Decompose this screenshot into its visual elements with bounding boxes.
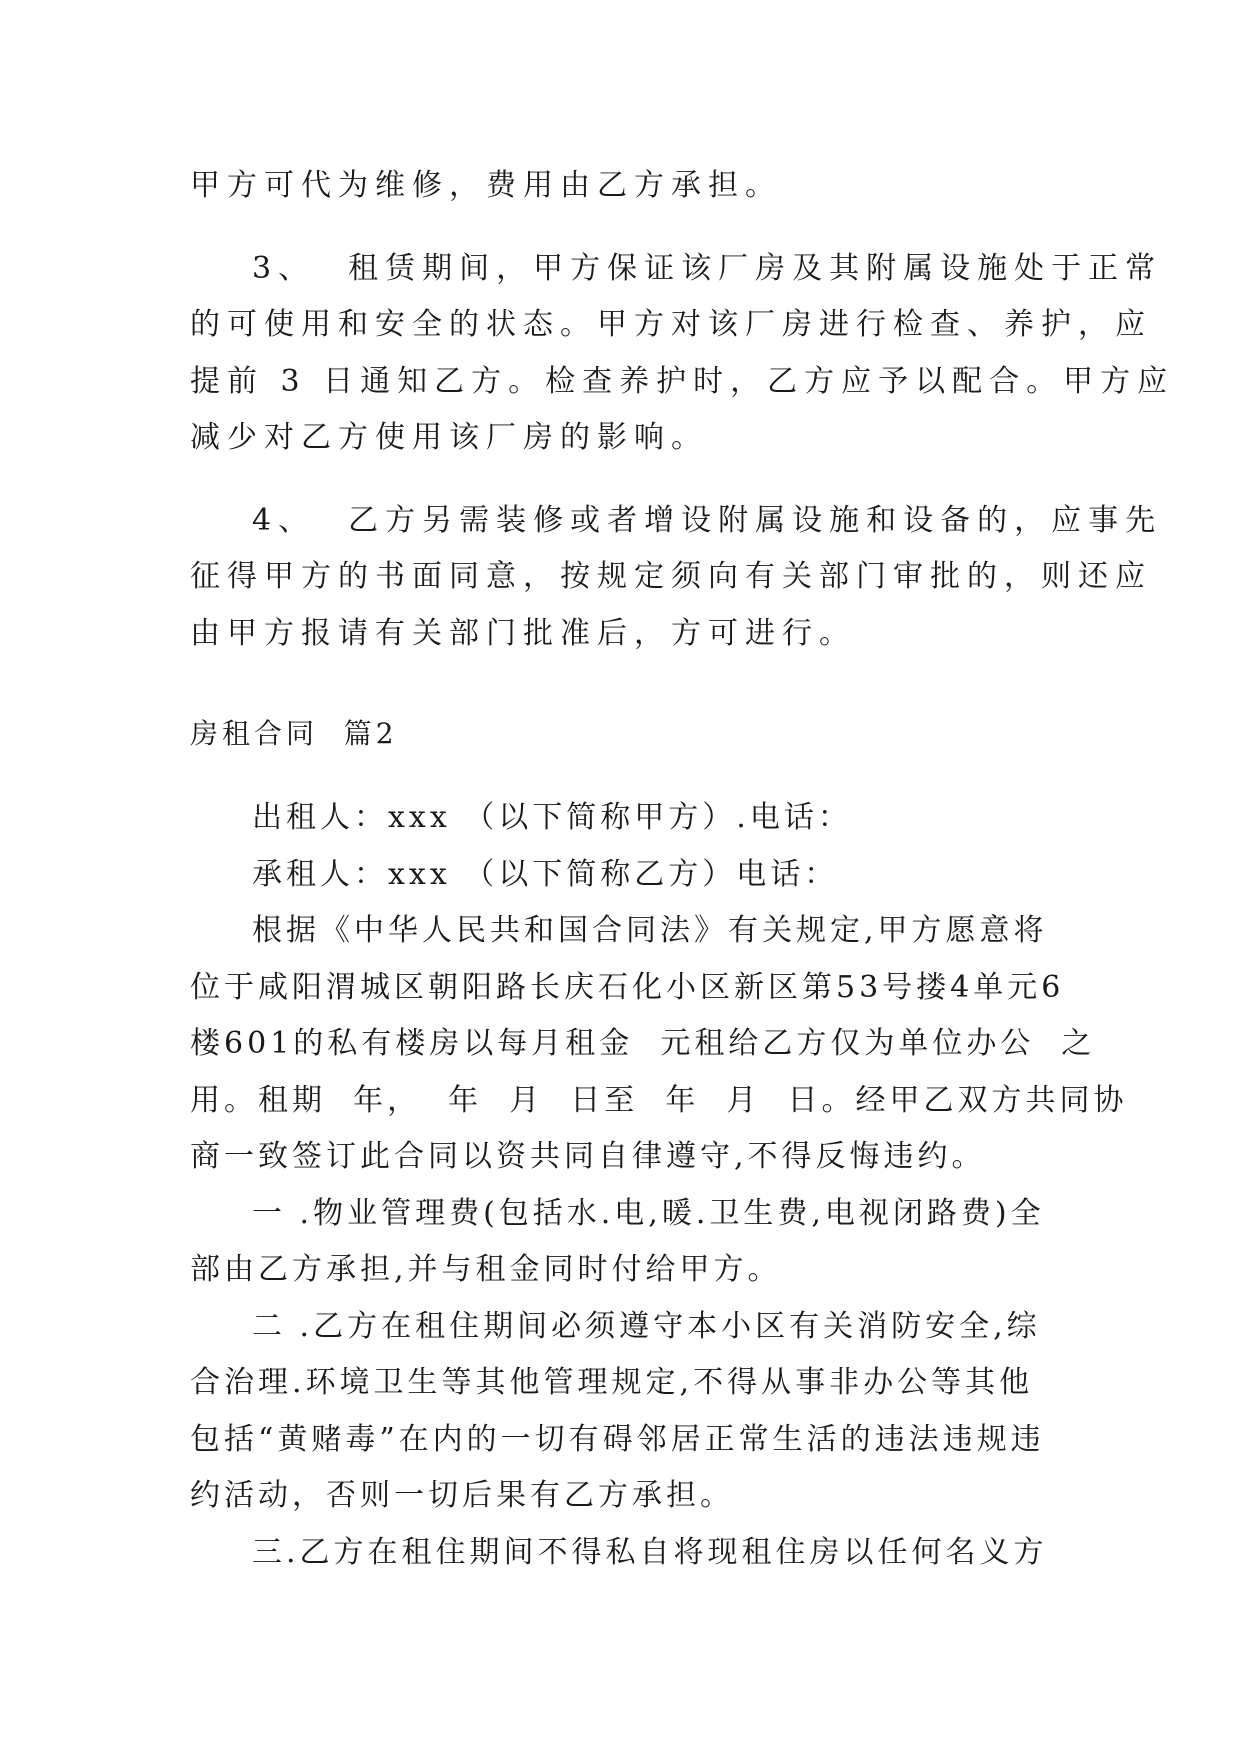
paragraph-line: 包括“黄赌毒”在内的一切有碍邻居正常生活的违法违规违 (190, 1421, 1045, 1457)
paragraph-line: 三.乙方在租住期间不得私自将现租住房以任何名义方 (252, 1534, 1048, 1570)
paragraph-line: 的可使用和安全的状态。甲方对该厂房进行检查、养护，应 (190, 307, 1152, 342)
paragraph-line: 4、 乙方另需装修或者增设附属设施和设备的，应事先 (252, 502, 1163, 538)
paragraph-line: 二 .乙方在租住期间必须遵守本小区有关消防安全,综 (252, 1308, 1041, 1344)
paragraph-line: 征得甲方的书面同意，按规定须向有关部门审批的，则还应 (190, 559, 1152, 594)
section-title: 房租合同 篇2 (190, 717, 398, 750)
paragraph-line: 合治理.环境卫生等其他管理规定,不得从事非办公等其他 (190, 1365, 1034, 1400)
paragraph-line: 一 .物业管理费(包括水.电,暖.卫生费,电视闭路费)全 (252, 1195, 1045, 1231)
paragraph-line: 用。租期 年， 年 月 日至 年 月 日。经甲乙双方共同协 (190, 1082, 1128, 1118)
paragraph-line: 由甲方报请有关部门批准后，方可进行。 (190, 615, 856, 651)
paragraph-line: 根据《中华人民共和国合同法》有关规定,甲方愿意将 (252, 913, 1048, 948)
paragraph-line: 3、 租赁期间，甲方保证该厂房及其附属设施处于正常 (252, 250, 1163, 286)
paragraph-line: 约活动，否则一切后果有乙方承担。 (190, 1478, 734, 1513)
paragraph-line: 提前 3 日通知乙方。检查养护时，乙方应予以配合。甲方应 (190, 363, 1175, 399)
paragraph-line: 位于咸阳渭城区朝阳路长庆石化小区新区第53号搂4单元6 (190, 969, 1065, 1005)
paragraph-line: 楼601的私有楼房以每月租金 元租给乙方仅为单位办公 之 (190, 1026, 1096, 1061)
paragraph-line: 减少对乙方使用该厂房的影响。 (190, 420, 708, 455)
paragraph-line: 商一致签订此合同以资共同自律遵守,不得反悔违约。 (190, 1139, 986, 1174)
lessor-line: 出租人：xxx （以下简称甲方）.电话： (252, 800, 852, 835)
paragraph-line: 部由乙方承担,并与租金同时付给甲方。 (190, 1252, 782, 1287)
paragraph-line: 甲方可代为维修，费用由乙方承担。 (190, 168, 782, 203)
document-page (190, 158, 1175, 1581)
lessee-line: 承租人：xxx （以下简称乙方）电话： (252, 856, 839, 892)
